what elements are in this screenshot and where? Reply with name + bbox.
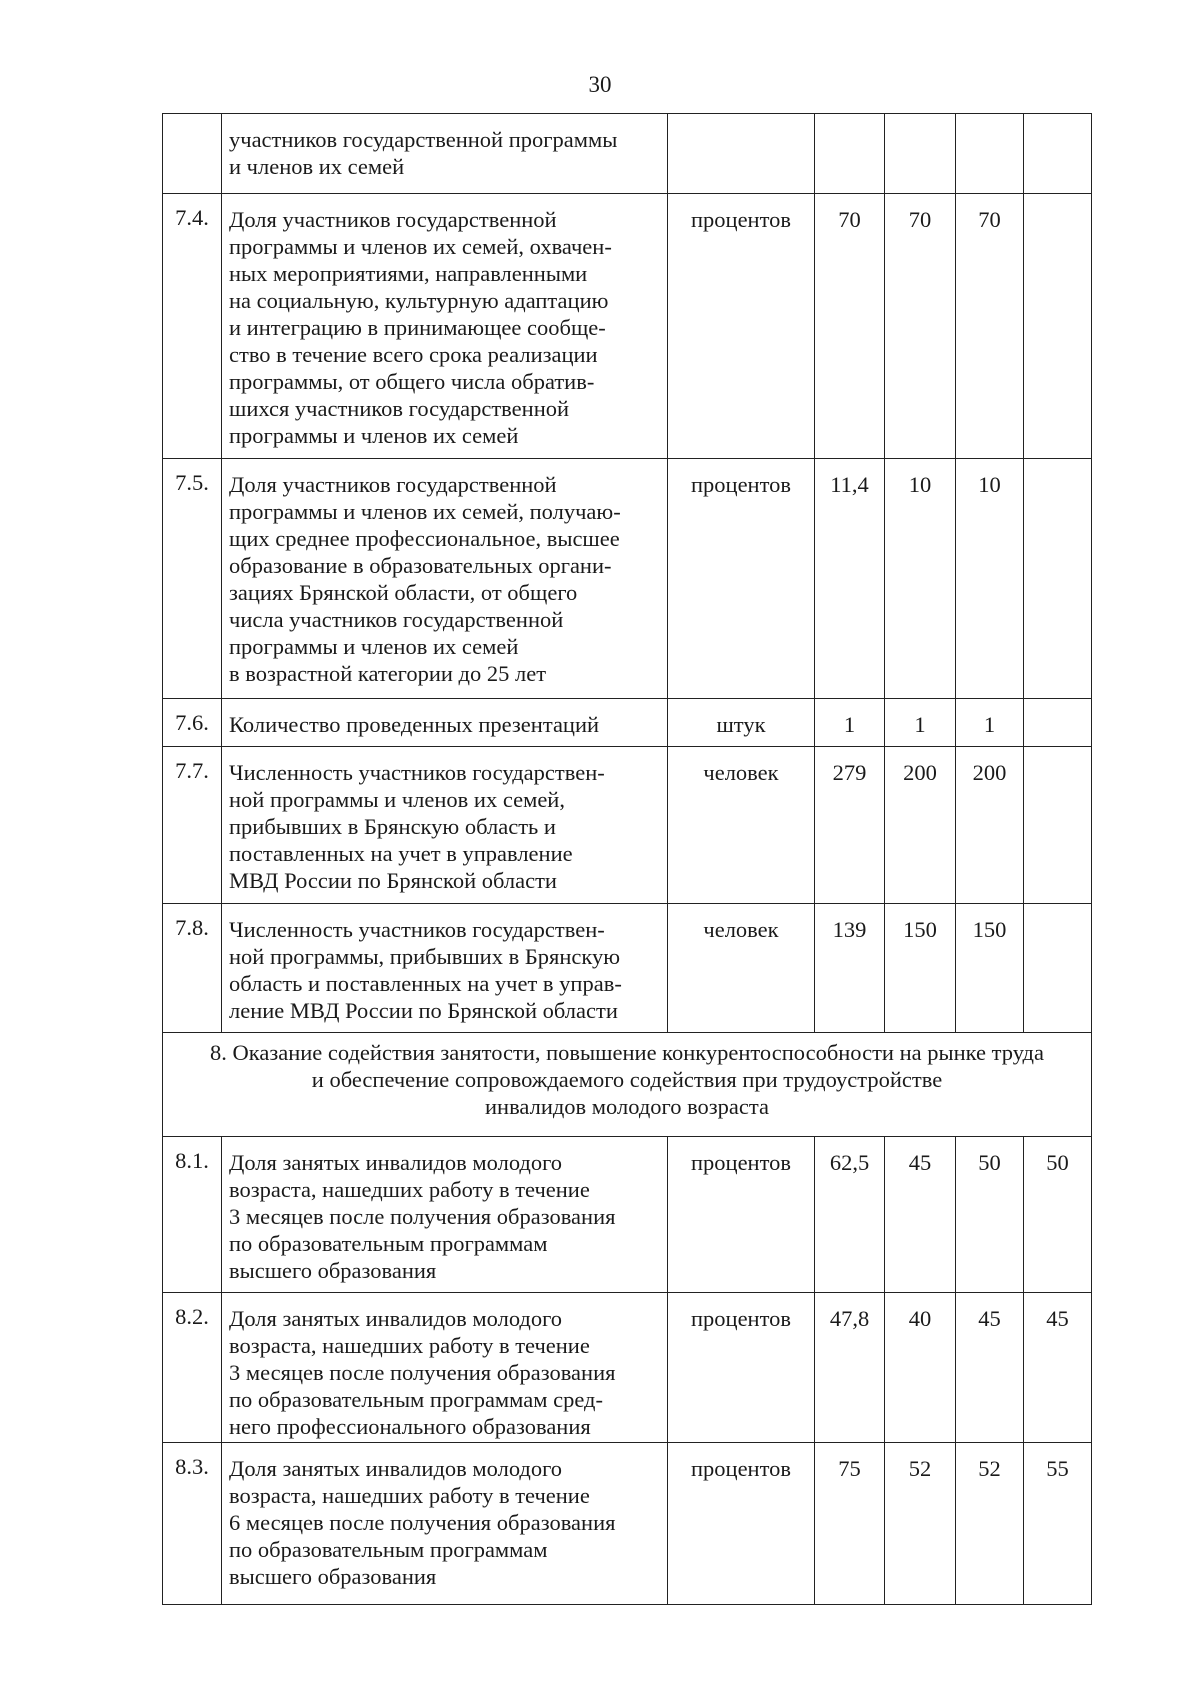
indicator-name-line: зациях Брянской области, от общего [229, 580, 578, 605]
indicator-name-line: него профессионального образования [229, 1414, 591, 1439]
value-cell: 1 [815, 699, 885, 747]
value-cell: 70 [956, 194, 1024, 459]
indicator-name-line: высшего образования [229, 1564, 437, 1589]
section-8-title [163, 1033, 1092, 1137]
unit-cell [668, 114, 815, 194]
table-body-section-8 [163, 1137, 1092, 1605]
indicator-name-line: возраста, нашедших работу в течение [229, 1483, 590, 1508]
value-cell: 139 [815, 904, 885, 1033]
value-cell [815, 114, 885, 194]
page-number: 30 [588, 72, 612, 97]
value-cell [1024, 904, 1092, 1033]
table-row [163, 1293, 1092, 1443]
section-row [163, 1033, 1092, 1137]
value-cell: 55 [1024, 1443, 1092, 1605]
unit-cell: штук [668, 699, 815, 747]
value-cell: 50 [1024, 1137, 1092, 1293]
row-number-cell: 7.5. [163, 459, 222, 699]
indicator-name-line: и интеграцию в принимающее сообще- [229, 315, 606, 340]
indicator-name-cell [222, 699, 668, 747]
indicator-name-line: Доля занятых инвалидов молодого [229, 1150, 563, 1175]
value-cell: 1 [956, 699, 1024, 747]
indicator-name-line: образование в образовательных органи- [229, 553, 612, 578]
indicator-name-cell [222, 904, 668, 1033]
indicator-name-line: Численность участников государствен- [229, 917, 605, 942]
indicator-name-line: программы и членов их семей, охвачен- [229, 234, 612, 259]
indicator-name-line: область и поставленных на учет в управ- [229, 971, 622, 996]
indicator-name-cell [222, 194, 668, 459]
value-cell: 45 [885, 1137, 956, 1293]
row-number-cell: 7.4. [163, 194, 222, 459]
indicator-name-line: возраста, нашедших работу в течение [229, 1177, 590, 1202]
indicator-name-line: ной программы, прибывших в Брянскую [229, 944, 621, 969]
section-title-line: и обеспечение сопровождаемого содействия при трудоустройстве [311, 1067, 943, 1092]
value-cell: 70 [885, 194, 956, 459]
value-cell: 40 [885, 1293, 956, 1443]
value-cell: 150 [956, 904, 1024, 1033]
table-row [163, 747, 1092, 904]
indicator-name-line: и членов их семей [229, 154, 405, 179]
unit-cell: человек [668, 747, 815, 904]
unit-cell: человек [668, 904, 815, 1033]
unit-cell: процентов [668, 1293, 815, 1443]
indicator-name-line: щих среднее профессиональное, высшее [229, 526, 620, 551]
indicator-name-line: программы, от общего числа обратив- [229, 369, 595, 394]
value-cell: 52 [885, 1443, 956, 1605]
indicator-name-line: прибывших в Брянскую область и [229, 814, 556, 839]
value-cell: 279 [815, 747, 885, 904]
indicators-table [162, 113, 1092, 1605]
indicator-name-line: по образовательным программам сред- [229, 1387, 603, 1412]
indicator-name-line: шихся участников государственной [229, 396, 570, 421]
row-number-cell: 7.8. [163, 904, 222, 1033]
value-cell: 200 [885, 747, 956, 904]
indicator-name-cell [222, 114, 668, 194]
indicator-name-cell [222, 1137, 668, 1293]
table-row [163, 114, 1092, 194]
value-cell: 10 [956, 459, 1024, 699]
row-number-cell: 7.7. [163, 747, 222, 904]
value-cell: 1 [885, 699, 956, 747]
indicator-name-cell [222, 747, 668, 904]
table-row [163, 904, 1092, 1033]
table-row [163, 1443, 1092, 1605]
indicator-name-line: в возрастной категории до 25 лет [229, 661, 547, 686]
indicator-name-line: по образовательным программам [229, 1231, 548, 1256]
indicator-name-line: ной программы и членов их семей, [229, 787, 565, 812]
table-section-8-header [163, 1033, 1092, 1137]
value-cell: 52 [956, 1443, 1024, 1605]
indicator-name-cell [222, 459, 668, 699]
indicator-name-line: поставленных на учет в управление [229, 841, 573, 866]
indicator-name-line: 3 месяцев после получения образования [229, 1360, 616, 1385]
value-cell [1024, 699, 1092, 747]
value-cell: 150 [885, 904, 956, 1033]
value-cell: 62,5 [815, 1137, 885, 1293]
value-cell [1024, 459, 1092, 699]
value-cell [1024, 114, 1092, 194]
indicator-name-line: программы и членов их семей [229, 634, 519, 659]
value-cell [885, 114, 956, 194]
table-row [163, 1137, 1092, 1293]
unit-cell: процентов [668, 1443, 815, 1605]
value-cell: 10 [885, 459, 956, 699]
value-cell: 47,8 [815, 1293, 885, 1443]
indicator-name-line: Доля занятых инвалидов молодого [229, 1456, 563, 1481]
indicator-name-line: высшего образования [229, 1258, 437, 1283]
value-cell: 11,4 [815, 459, 885, 699]
indicator-name-line: программы и членов их семей [229, 423, 519, 448]
table-row [163, 699, 1092, 747]
indicator-name-line: возраста, нашедших работу в течение [229, 1333, 590, 1358]
value-cell: 75 [815, 1443, 885, 1605]
indicator-name-line: 6 месяцев после получения образования [229, 1510, 616, 1535]
table-row [163, 459, 1092, 699]
value-cell: 50 [956, 1137, 1024, 1293]
row-number-cell: 8.1. [163, 1137, 222, 1293]
indicator-name-line: ство в течение всего срока реализации [229, 342, 598, 367]
indicator-name-line: 3 месяцев после получения образования [229, 1204, 616, 1229]
indicator-name-line: ных мероприятиями, направленными [229, 261, 588, 286]
indicator-name-line: МВД России по Брянской области [229, 868, 557, 893]
section-title-line: 8. Оказание содействия занятости, повышение конкурентоспособности на рынке труда [210, 1040, 1044, 1065]
value-cell [1024, 194, 1092, 459]
row-number-cell: 7.6. [163, 699, 222, 747]
indicator-name-line: Доля участников государственной [229, 472, 557, 497]
indicator-name-line: числа участников государственной [229, 607, 564, 632]
value-cell [1024, 747, 1092, 904]
indicator-name-line: по образовательным программам [229, 1537, 548, 1562]
indicator-name-line: ление МВД России по Брянской области [229, 998, 618, 1023]
unit-cell: процентов [668, 1137, 815, 1293]
indicator-name-cell [222, 1443, 668, 1605]
unit-cell: процентов [668, 194, 815, 459]
indicator-name-line: Доля занятых инвалидов молодого [229, 1306, 563, 1331]
section-title-line: инвалидов молодого возраста [485, 1094, 769, 1119]
table-row [163, 194, 1092, 459]
row-number-cell: 8.2. [163, 1293, 222, 1443]
value-cell: 200 [956, 747, 1024, 904]
indicator-name-line: на социальную, культурную адаптацию [229, 288, 609, 313]
indicator-name-line: участников государственной программы [229, 127, 618, 152]
row-number-cell [163, 114, 222, 194]
table-body-section-7 [163, 114, 1092, 1033]
indicator-name-line: Доля участников государственной [229, 207, 557, 232]
unit-cell: процентов [668, 459, 815, 699]
indicator-name-line: Численность участников государствен- [229, 760, 605, 785]
value-cell [956, 114, 1024, 194]
indicator-name-line: программы и членов их семей, получаю- [229, 499, 621, 524]
value-cell: 45 [1024, 1293, 1092, 1443]
indicator-name-line: Количество проведенных презентаций [229, 712, 600, 737]
indicator-name-cell [222, 1293, 668, 1443]
value-cell: 70 [815, 194, 885, 459]
value-cell: 45 [956, 1293, 1024, 1443]
row-number-cell: 8.3. [163, 1443, 222, 1605]
